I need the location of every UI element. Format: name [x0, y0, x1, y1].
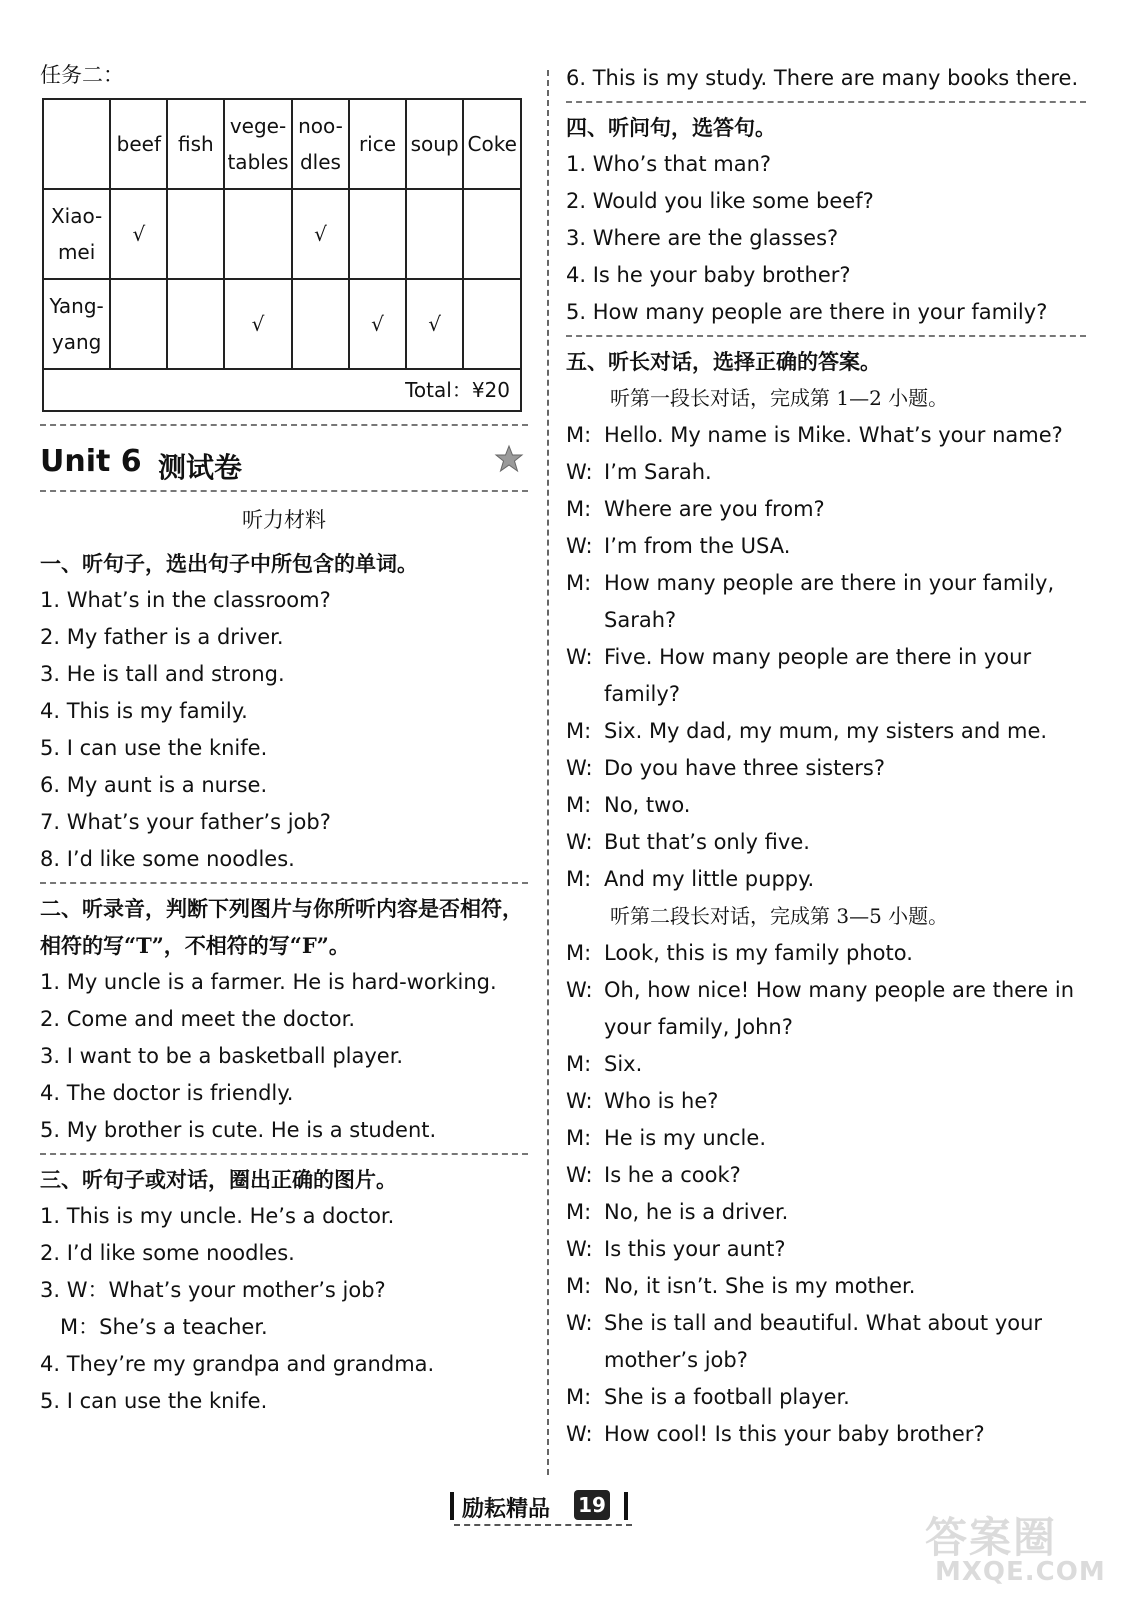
speaker: M: [566, 497, 592, 521]
watermark-url: MXQE.COM [935, 1557, 1106, 1587]
speaker: M: [566, 1385, 592, 1409]
dialog-text: I’m from the USA. [604, 534, 791, 558]
dialog-text: Who is he? [604, 1089, 719, 1113]
table-cell [406, 189, 463, 279]
right-column [566, 60, 1086, 1453]
dialog-line [566, 824, 1086, 861]
list-item: 4. Is he your baby brother? [566, 263, 851, 287]
speaker: W: [566, 978, 593, 1002]
list-item: 4. They’re my grandpa and grandma. [40, 1352, 435, 1376]
row-name-cell: Yang- yang [43, 279, 110, 369]
footer-brand: 励耘精品 [462, 1496, 551, 1522]
list-item: 4. This is my family. [40, 699, 248, 723]
table-header-cell [167, 99, 224, 189]
dialog-line [566, 1046, 1086, 1083]
divider [566, 335, 1086, 337]
table-header-cell [349, 99, 406, 189]
table-header-cell [224, 99, 292, 189]
dialog-line [566, 713, 1086, 750]
speaker: W: [566, 534, 593, 558]
page-footer [450, 1486, 640, 1530]
speaker: W: [566, 756, 593, 780]
divider [40, 1153, 528, 1155]
dialog-line [566, 1157, 1086, 1194]
table-cell [167, 189, 224, 279]
header-coke: Coke [467, 132, 517, 156]
unit-title: Unit 6 [40, 444, 142, 479]
dialog-text: Five. How many people are there in your family? [604, 645, 1032, 706]
dialog-line [566, 454, 1086, 491]
dialog-text: No, two. [604, 793, 691, 817]
speaker: W: [566, 830, 593, 854]
header-soup: soup [410, 132, 459, 156]
list-item: 3. W：What’s your mother’s job? [40, 1278, 386, 1302]
speaker: M: [566, 1052, 592, 1076]
left-column [40, 60, 528, 1420]
dialog-text: And my little puppy. [604, 867, 815, 891]
section5-heading: 五、听长对话，选择正确的答案。 [566, 349, 881, 374]
list-item: 2. Would you like some beef? [566, 189, 874, 213]
dialog-text: How many people are there in your family, Sarah? [604, 571, 1055, 632]
speaker: W: [566, 1422, 593, 1446]
list-item: 4. The doctor is friendly. [40, 1081, 294, 1105]
list-item: 1. My uncle is a farmer. He is hard-working. [40, 970, 497, 994]
table-cell [349, 189, 406, 279]
list-item: 5. I can use the knife. [40, 1389, 268, 1413]
dialog-line [566, 750, 1086, 787]
list-item: 1. This is my uncle. He’s a doctor. [40, 1204, 395, 1228]
speaker: M: [566, 1200, 592, 1224]
speaker: M: [566, 719, 592, 743]
dialog1-instruction: 听第一段长对话，完成第 1—2 小题。 [610, 386, 949, 410]
table-cell [463, 279, 521, 369]
dialog-line [566, 528, 1086, 565]
star-icon [494, 444, 524, 474]
table-total-row [43, 369, 521, 411]
material-heading: 听力材料 [242, 508, 326, 532]
table-cell [167, 279, 224, 369]
dialog-line [566, 1083, 1086, 1120]
divider [566, 101, 1086, 103]
dialog-line [566, 1305, 1086, 1379]
table-row [43, 279, 521, 369]
footer-bar [624, 1492, 628, 1520]
list-item: 2. I’d like some noodles. [40, 1241, 295, 1265]
dialog-text: Six. My dad, my mum, my sisters and me. [604, 719, 1048, 743]
dialog-text: Hello. My name is Mike. What’s your name? [604, 423, 1063, 447]
speaker: W: [566, 645, 593, 669]
dialog-line [566, 565, 1086, 639]
list-item: 5. I can use the knife. [40, 736, 268, 760]
list-item: 3. Where are the glasses? [566, 226, 839, 250]
list-item: 7. What’s your father’s job? [40, 810, 331, 834]
task2-label: 任务二： [40, 63, 124, 87]
dialog-text: Oh, how nice! How many people are there in your family, John? [604, 978, 1074, 1039]
table-header-cell [406, 99, 463, 189]
dialog-line [566, 491, 1086, 528]
row-name-cell: Xiao- mei [43, 189, 110, 279]
section2-heading-line2: 相符的写“T”，不相符的写“F”。 [40, 933, 350, 958]
speaker: M: [566, 423, 592, 447]
dialog-line [566, 417, 1086, 454]
dialog2-instruction: 听第二段长对话，完成第 3—5 小题。 [610, 904, 949, 928]
table-cell: √ [292, 189, 349, 279]
table-cell [110, 279, 167, 369]
list-item: 5. How many people are there in your family? [566, 300, 1048, 324]
dialog-text: I’m Sarah. [604, 460, 712, 484]
dialog-text: Where are you from? [604, 497, 825, 521]
dialog-text: She is tall and beautiful. What about your mother’s job? [604, 1311, 1043, 1372]
section1-heading: 一、听句子，选出句子中所包含的单词。 [40, 551, 418, 576]
watermark-logo: 答案圈 [925, 1513, 1058, 1562]
speaker: W: [566, 1089, 593, 1113]
table-cell [292, 279, 349, 369]
dialog-text: No, he is a driver. [604, 1200, 789, 1224]
dialog-text: How cool! Is this your baby brother? [604, 1422, 985, 1446]
header-beef: beef [116, 132, 162, 156]
footer-underline [454, 1524, 632, 1526]
header-vegetables: vege- tables [227, 114, 289, 174]
speaker: W: [566, 1163, 593, 1187]
list-item: 1. Who’s that man? [566, 152, 772, 176]
table-cell: √ [406, 279, 463, 369]
total-cell: Total：¥20 [43, 369, 521, 411]
table-cell [463, 189, 521, 279]
section4-heading: 四、听问句，选答句。 [566, 115, 776, 140]
list-item: 2. My father is a driver. [40, 625, 284, 649]
table-cell: √ [110, 189, 167, 279]
dialog-line [566, 1379, 1086, 1416]
table-cell: √ [349, 279, 406, 369]
list-item: 5. My brother is cute. He is a student. [40, 1118, 437, 1142]
table-header-row [43, 99, 521, 189]
speaker: M: [566, 1126, 592, 1150]
speaker: M: [566, 571, 592, 595]
section3-heading: 三、听句子或对话，圈出正确的图片。 [40, 1167, 397, 1192]
header-noodles: noo- dles [298, 114, 343, 174]
table-header-cell [43, 99, 110, 189]
speaker: M: [566, 1274, 592, 1298]
header-fish: fish [177, 132, 214, 156]
dialog-line [566, 1194, 1086, 1231]
list-item: 1. What’s in the classroom? [40, 588, 331, 612]
header-rice: rice [358, 132, 397, 156]
dialog-text: Is he a cook? [604, 1163, 741, 1187]
list-item: M：She’s a teacher. [40, 1315, 268, 1339]
dialog-text: But that’s only five. [604, 830, 810, 854]
speaker: W: [566, 1311, 593, 1335]
watermark [925, 1505, 1115, 1595]
dialog-text: She is a football player. [604, 1385, 850, 1409]
speaker: M: [566, 793, 592, 817]
dialog-text: Look, this is my family photo. [604, 941, 913, 965]
dialog-line [566, 639, 1086, 713]
dialog-line [566, 1416, 1086, 1453]
dialog-line [566, 972, 1086, 1046]
divider [40, 424, 528, 426]
dialog-text: Is this your aunt? [604, 1237, 786, 1261]
unit-heading [40, 436, 528, 492]
table-row [43, 189, 521, 279]
table-cell [224, 189, 292, 279]
divider [40, 882, 528, 884]
page-number: 19 [574, 1490, 610, 1520]
table-cell: √ [224, 279, 292, 369]
list-item: 8. I’d like some noodles. [40, 847, 295, 871]
dialog-text: He is my uncle. [604, 1126, 766, 1150]
list-item: 2. Come and meet the doctor. [40, 1007, 355, 1031]
dialog-line [566, 1231, 1086, 1268]
dialog-line [566, 1120, 1086, 1157]
dialog-text: No, it isn’t. She is my mother. [604, 1274, 916, 1298]
list-item: 3. He is tall and strong. [40, 662, 285, 686]
dialog-text: Six. [604, 1052, 643, 1076]
list-item: 6. My aunt is a nurse. [40, 773, 268, 797]
table-header-cell [110, 99, 167, 189]
speaker: M: [566, 867, 592, 891]
dialog-line [566, 935, 1086, 972]
section2-heading: 二、听录音，判断下列图片与你所听内容是否相符， [40, 896, 523, 921]
dialog-line [566, 861, 1086, 898]
table-header-cell [292, 99, 349, 189]
unit-subtitle: 测试卷 [158, 451, 243, 484]
list-item: 6. This is my study. There are many books there. [566, 66, 1079, 90]
dialog-text: Do you have three sisters? [604, 756, 885, 780]
speaker: W: [566, 460, 593, 484]
food-table [42, 98, 522, 412]
table-header-cell [463, 99, 521, 189]
dialog-line [566, 787, 1086, 824]
column-separator [547, 70, 549, 1475]
footer-bar [450, 1492, 454, 1520]
speaker: W: [566, 1237, 593, 1261]
speaker: M: [566, 941, 592, 965]
dialog-line [566, 1268, 1086, 1305]
list-item: 3. I want to be a basketball player. [40, 1044, 404, 1068]
